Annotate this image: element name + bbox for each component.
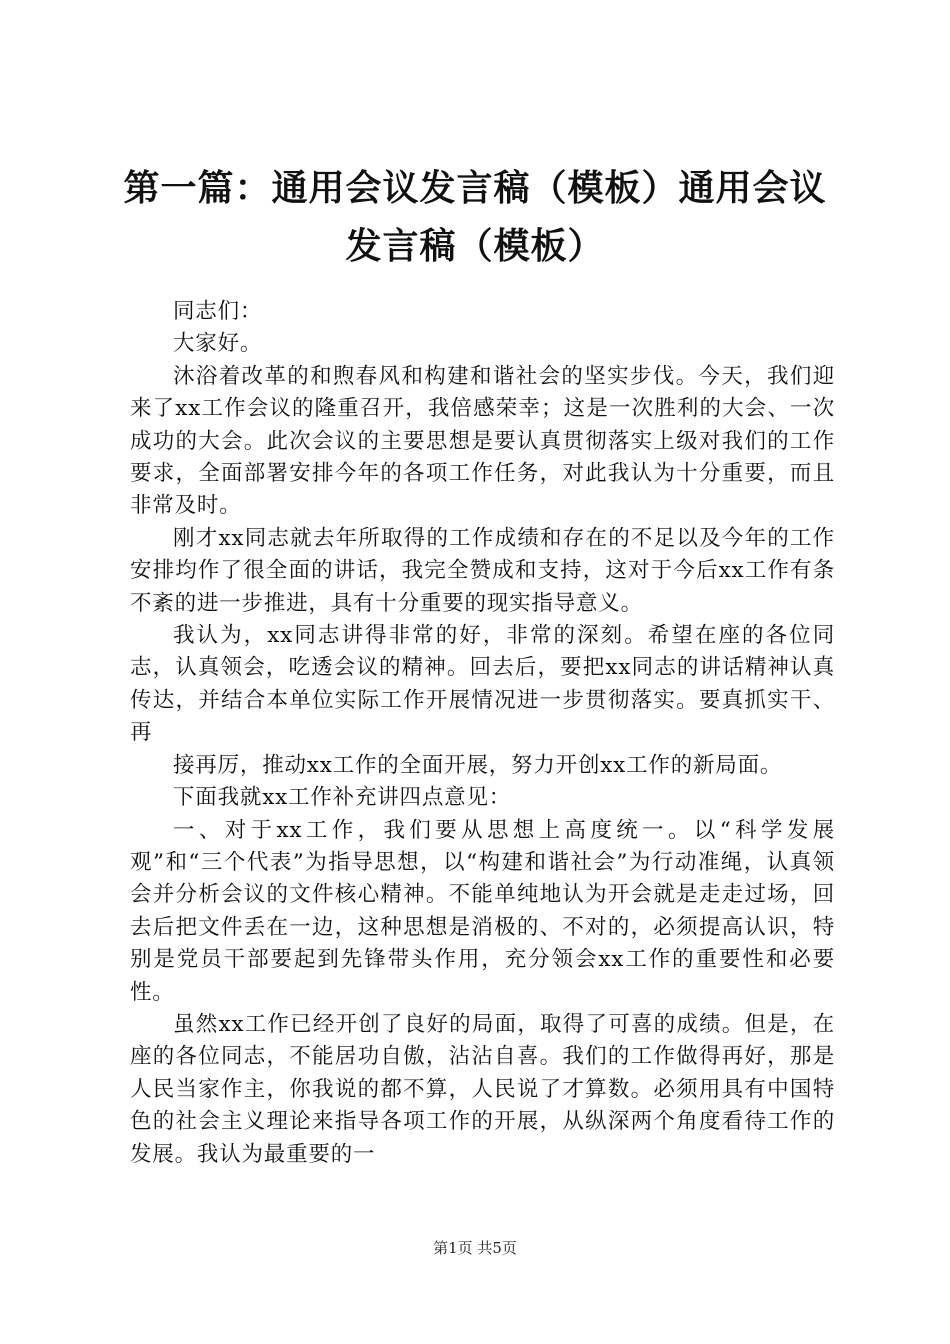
paragraph-point-one: 一、对于xx工作，我们要从思想上高度统一。以“科学发展观”和“三个代表”为指导思想，以“构建和谐社会”为行动准绳，认真领会并分析会议的文件核心精神。不能单纯地认为开会就是走走过场，回去后把文件丢在一边，这种思想是消极的、不对的，必须提高认识，特别是党员干部要起到先锋带头作用，充分领会xx工作的重要性和必要性。	[130, 817, 835, 1005]
paragraph-salutation: 同志们：	[173, 299, 263, 324]
paragraph-greeting: 大家好。	[173, 331, 263, 357]
document-body	[130, 296, 835, 1171]
paragraph-continuation: 接再厉，推动xx工作的全面开展，努力开创xx工作的新局面。	[173, 752, 783, 778]
page-title: 第一篇：通用会议发言稿（模板）通用会议发言稿（模板）	[123, 168, 827, 267]
page-footer: 第1页 共5页	[433, 1239, 517, 1257]
paragraph-opening: 沐浴着改革的和煦春风和构建和谐社会的坚实步伐。今天，我们迎来了xx工作会议的隆重召开，我倍感荣幸；这是一次胜利的大会、一次成功的大会。此次会议的主要思想是要认真贯彻落实上级对我们的工作要求，全面部署安排今年的各项工作任务，对此我认为十分重要，而且非常及时。	[130, 363, 835, 519]
paragraph-intro-points: 下面我就xx工作补充讲四点意见：	[173, 785, 512, 811]
paragraph-achievements: 虽然xx工作已经开创了良好的局面，取得了可喜的成绩。但是，在座的各位同志，不能居功自傲，沾沾自喜。我们的工作做得再好，那是人民当家作主，你我说的都不算，人民说了才算数。必须用具有中国特色的社会主义理论来指导各项工作的开展，从纵深两个角度看待工作的发展。我认为最重要的一	[130, 1011, 835, 1167]
paragraph-endorsement: 刚才xx同志就去年所取得的工作成绩和存在的不足以及今年的工作安排均作了很全面的讲话，我完全赞成和支持，这对于今后xx工作有条不紊的进一步推进，具有十分重要的现实指导意义。	[130, 525, 835, 616]
paragraph-opinion: 我认为，xx同志讲得非常的好，非常的深刻。希望在座的各位同志，认真领会，吃透会议的精神。回去后，要把xx同志的讲话精神认真传达，并结合本单位实际工作开展情况进一步贯彻落实。要真抓实干、再	[130, 623, 835, 746]
